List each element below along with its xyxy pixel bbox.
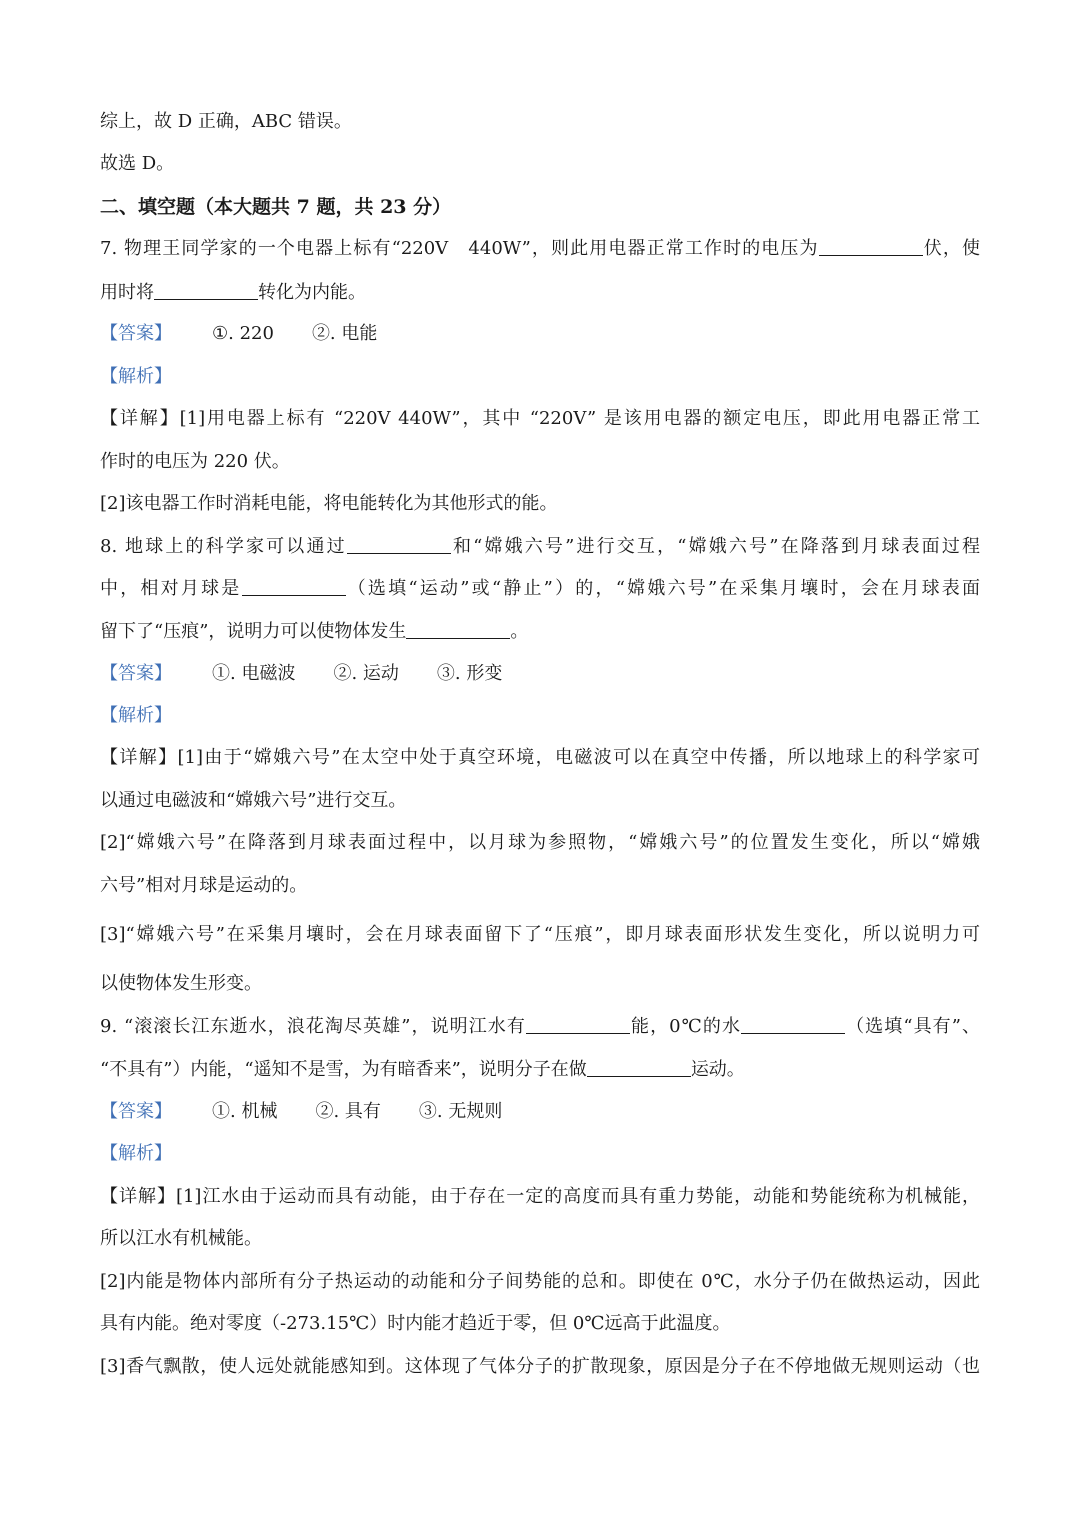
- q9-answer: [100, 1100, 980, 1124]
- q9-stem-line-2: [100, 1058, 980, 1082]
- q9-stem-text: 9. “滚滚长江东逝水，浪花淘尽英雄”，说明江水有: [100, 1016, 526, 1037]
- q9-stem-text: 能，0℃的水: [629, 1016, 742, 1037]
- q8-blank-3: [406, 620, 510, 639]
- q8-blank-2: [242, 577, 346, 596]
- q8-stem-text: 8. 地球上的科学家可以通过: [100, 536, 347, 557]
- q7-detail-line: 【详解】[1]用电器上标有 “220V 440W”，其中 “220V” 是该用电器的额定电压，即此用电器正常工: [100, 408, 980, 429]
- answer-option: ③. 无规则: [418, 1101, 503, 1122]
- summary-line-1: 综上，故 D 正确，ABC 错误。: [100, 111, 352, 132]
- q8-stem-text: 和“嫦娥六号”进行交互，“嫦娥六号”在降落到月球表面过程: [450, 536, 980, 557]
- q7-stem-text: 伏，使: [922, 238, 981, 259]
- answer-option: ③. 形变: [436, 663, 503, 684]
- answer-label: 【答案】: [100, 663, 172, 684]
- q8-detail-line: [2]“嫦娥六号”在降落到月球表面过程中，以月球为参照物，“嫦娥六号”的位置发生变化，所以“嫦娥: [100, 832, 980, 853]
- q7-answer: [100, 322, 980, 346]
- q7-stem-line-2: [100, 281, 980, 305]
- q9-blank-3: [587, 1058, 691, 1077]
- q8-stem-text: （选填“运动”或“静止”）的，“嫦娥六号”在采集月壤时，会在月球表面: [345, 578, 980, 599]
- q9-detail-line: 具有内能。绝对零度（-273.15℃）时内能才趋近于零，但 0℃远高于此温度。: [100, 1313, 731, 1334]
- q9-blank-2: [741, 1015, 845, 1034]
- answer-label: 【答案】: [100, 323, 172, 344]
- q7-stem-text: 转化为内能。: [258, 282, 366, 303]
- q7-detail-line: 作时的电压为 220 伏。: [100, 451, 290, 472]
- q9-blank-1: [526, 1015, 630, 1034]
- answer-option: ①. 机械: [212, 1101, 278, 1122]
- q8-detail-line: 六号”相对月球是运动的。: [100, 875, 308, 896]
- q8-detail-line: [3]“嫦娥六号”在采集月壤时，会在月球表面留下了“压痕”，即月球表面形状发生变化，所以说明力可: [100, 924, 980, 945]
- answer-option: ②. 具有: [315, 1101, 381, 1122]
- q7-stem-text: 7. 物理王同学家的一个电器上标有“220V 440W”，则此用电器正常工作时的电压为: [100, 238, 819, 259]
- q8-detail-line: 【详解】[1]由于“嫦娥六号”在太空中处于真空环境，电磁波可以在真空中传播，所以地球上的科学家可: [100, 747, 980, 768]
- q7-blank-1: [819, 237, 923, 256]
- q9-analysis-label: 【解析】: [100, 1143, 172, 1164]
- q8-answer: [100, 662, 980, 686]
- q8-stem-text: 中，相对月球是: [100, 578, 242, 599]
- q7-stem-text: 用时将: [100, 282, 154, 303]
- q9-detail-line: [2]内能是物体内部所有分子热运动的动能和分子间势能的总和。即使在 0℃，水分子仍在做热运动，因此: [100, 1271, 980, 1292]
- section-heading: 二、填空题（本大题共 7 题，共 23 分）: [100, 196, 452, 218]
- q8-detail-line: 以使物体发生形变。: [100, 973, 262, 994]
- q9-stem-line-1: [100, 1015, 980, 1039]
- q7-blank-2: [154, 281, 258, 300]
- q8-stem-text: 。: [510, 621, 529, 642]
- q9-stem-text: （选填“具有”、: [845, 1016, 981, 1037]
- q8-stem-line-1: [100, 535, 980, 559]
- summary-line-2: 故选 D。: [100, 153, 175, 174]
- q9-detail-line: [3]香气飘散，使人远处就能感知到。这体现了气体分子的扩散现象，原因是分子在不停地做无规则运动（也: [100, 1356, 980, 1377]
- q9-detail-line: 所以江水有机械能。: [100, 1228, 262, 1249]
- q8-stem-line-3: [100, 620, 980, 644]
- answer-option: ①. 220: [212, 323, 274, 344]
- answer-label: 【答案】: [100, 1101, 172, 1122]
- q9-stem-text: “不具有”）内能，“遥知不是雪，为有暗香来”，说明分子在做: [100, 1059, 587, 1080]
- q7-stem-line-1: [100, 237, 980, 261]
- q8-blank-1: [347, 535, 451, 554]
- q8-analysis-label: 【解析】: [100, 705, 172, 726]
- q9-detail-line: 【详解】[1]江水由于运动而具有动能，由于存在一定的高度而具有重力势能，动能和势能统称为机械能，: [100, 1186, 980, 1207]
- q8-stem-line-2: [100, 577, 980, 601]
- q8-detail-line: 以通过电磁波和“嫦娥六号”进行交互。: [100, 790, 407, 811]
- q7-analysis-label: 【解析】: [100, 366, 172, 387]
- answer-option: ②. 电能: [311, 323, 378, 344]
- q7-detail-line: [2]该电器工作时消耗电能，将电能转化为其他形式的能。: [100, 493, 558, 514]
- q8-stem-text: 留下了“压痕”，说明力可以使物体发生: [100, 621, 407, 642]
- q9-stem-text: 运动。: [690, 1059, 745, 1080]
- answer-option: ①. 电磁波: [212, 663, 296, 684]
- answer-option: ②. 运动: [333, 663, 399, 684]
